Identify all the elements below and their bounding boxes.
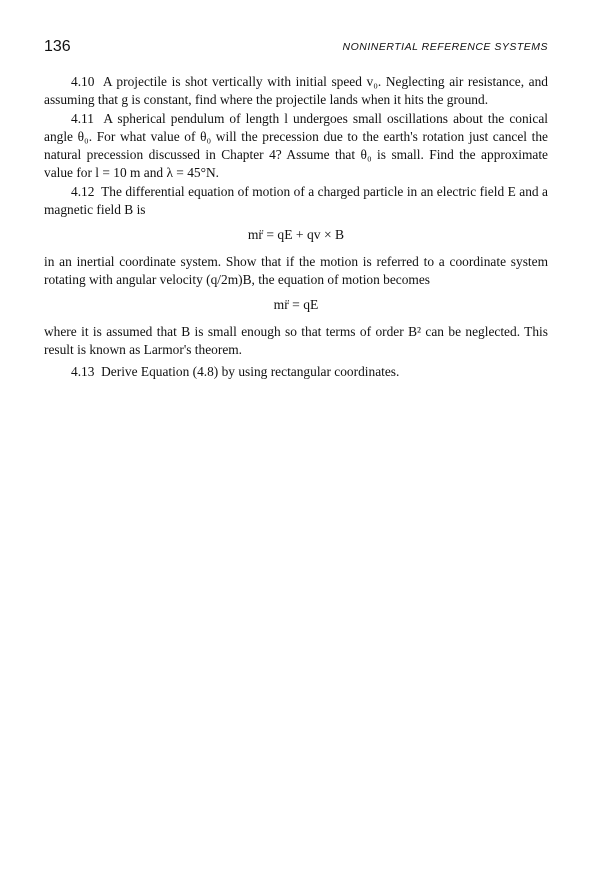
problem-4-13	[44, 363, 548, 381]
page-number: 136	[44, 38, 71, 55]
problem-text: The differential equation of motion of a charged particle in an electric field E and a magnetic field B is	[44, 183, 548, 218]
problem-4-10	[44, 73, 548, 110]
problem-4-11	[44, 110, 548, 183]
problem-text: A spherical pendulum of length l undergoes small oscillations about the conical angle θ₀. For what value of θ₀ will the precession due to the earth's rotation just cancel the natural precession discussed in Chapter 4? Assume that θ₀ is small. Find the approximate value for l = 10 m and λ = 45°N.	[44, 110, 548, 181]
equation-larmor: mr̈ = qE	[273, 297, 319, 313]
problem-4-12-intro	[44, 183, 548, 220]
problem-number: 4.11	[71, 110, 94, 126]
problem-text: Derive Equation (4.8) by using rectangular coordinates.	[101, 364, 400, 380]
problem-4-12-middle: in an inertial coordinate system. Show that if the motion is referred to a coordinate system rotating with angular velocity (q/2m)B, the equation of motion becomes	[44, 253, 548, 287]
problem-text: A projectile is shot vertically with initial speed v₀. Neglecting air resistance, and assuming that g is constant, find where the projectile lands when it hits the ground.	[44, 74, 548, 108]
page-body	[44, 73, 548, 381]
problem-4-12-end: where it is assumed that B is small enough so that terms of order B² can be neglected. This result is known as Larmor's theorem.	[44, 323, 548, 357]
problem-number: 4.12	[71, 183, 95, 199]
equation-lorentz-force: mr̈ = qE + qv × B	[247, 227, 345, 243]
running-head: NONINERTIAL REFERENCE SYSTEMS	[342, 41, 548, 53]
problem-number: 4.13	[71, 364, 95, 380]
problem-number: 4.10	[71, 74, 95, 89]
